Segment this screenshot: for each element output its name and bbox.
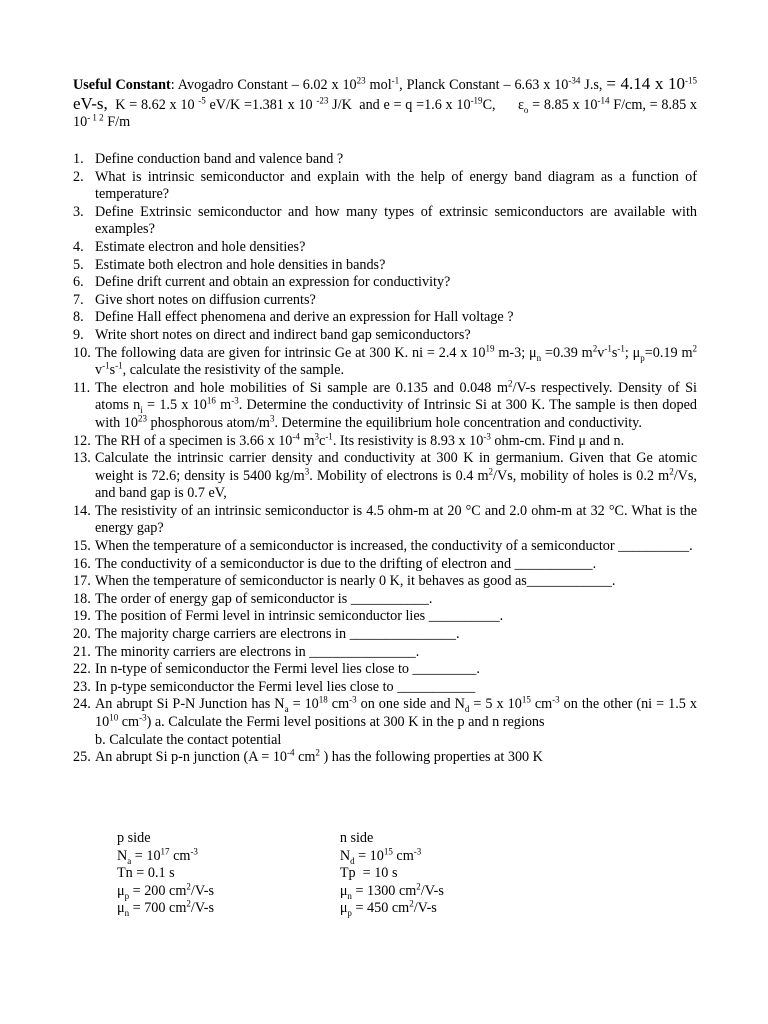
q-text: v bbox=[597, 344, 605, 361]
sup: 3 bbox=[314, 430, 319, 441]
sup: 2 bbox=[186, 881, 191, 892]
sup: 10 bbox=[109, 712, 119, 723]
sup: - 1 2 bbox=[87, 112, 104, 123]
sup: -1 bbox=[604, 342, 612, 353]
table-cell: Tn = 0.1 s bbox=[117, 865, 175, 882]
item-number: 14. bbox=[73, 502, 91, 519]
item-number: 12. bbox=[73, 432, 91, 449]
question-text: When the temperature of a semiconductor is increased, the conductivity of a semiconductor __________. bbox=[95, 538, 693, 555]
cell-text: = 10 bbox=[131, 847, 161, 864]
p-side-header: p side bbox=[117, 830, 151, 846]
list-item bbox=[73, 239, 697, 257]
sup: -3 bbox=[190, 845, 198, 856]
q-text: /Vs, mobility of holes is 0.2 m bbox=[493, 467, 670, 484]
cell-text: μ bbox=[339, 900, 348, 917]
sup: 2 bbox=[488, 465, 494, 476]
constants-text: J.s, bbox=[580, 77, 607, 93]
table-cell bbox=[117, 883, 340, 901]
list-item bbox=[73, 573, 697, 591]
question-text: Estimate both electron and hole densities in bands? bbox=[95, 256, 386, 273]
item-number: 1. bbox=[73, 151, 84, 167]
list-item bbox=[73, 661, 697, 679]
question-text bbox=[95, 696, 697, 731]
q-text: /Vs, and band gap is 0.7 eV, bbox=[95, 467, 697, 502]
cell-text: /V-s bbox=[190, 882, 215, 899]
q-text: ohm-cm. Find μ and n. bbox=[490, 432, 625, 449]
sup: 2 bbox=[416, 881, 421, 892]
constants-text: , Planck Constant – 6.63 x 10 bbox=[399, 77, 569, 93]
sup: -4 bbox=[292, 430, 300, 441]
sup: 2 bbox=[508, 377, 513, 388]
sup: -4 bbox=[287, 747, 295, 758]
sub: d bbox=[464, 704, 470, 715]
list-item bbox=[73, 608, 697, 626]
table-cell: Tp = 10 s bbox=[339, 865, 398, 882]
table-row bbox=[117, 830, 537, 848]
cell-text: = 700 cm bbox=[129, 900, 187, 917]
q-text: An abrupt Si p-n junction (A = 10 bbox=[95, 749, 288, 766]
list-item bbox=[73, 169, 697, 204]
question-text bbox=[95, 377, 697, 433]
constants-label: Useful Constant bbox=[73, 77, 171, 93]
useful-constants-paragraph bbox=[73, 75, 697, 132]
q-text: on the other (ni = 1.5 x 10 bbox=[95, 696, 697, 730]
sup: 15 bbox=[383, 845, 393, 856]
constants-text: : Avogadro Constant – 6.02 x 10 bbox=[170, 77, 357, 93]
question-text: In p-type semiconductor the Fermi level lies close to ___________ bbox=[95, 678, 476, 695]
sup: -3 bbox=[483, 430, 491, 441]
q-text: s bbox=[611, 344, 618, 361]
table-cell bbox=[117, 845, 340, 866]
sup: 2 bbox=[186, 898, 191, 909]
junction-properties-table bbox=[117, 830, 537, 918]
cell-text: = 10 bbox=[354, 847, 384, 864]
q-text: The RH of a specimen is 3.66 x 10 bbox=[95, 432, 293, 449]
sub: a bbox=[284, 704, 289, 715]
question-text: The position of Fermi level in intrinsic semiconductor lies __________. bbox=[95, 608, 504, 625]
item-number: 17. bbox=[73, 573, 91, 590]
item-number: 4. bbox=[73, 238, 84, 255]
q-text: , calculate the resistivity of the sample. bbox=[122, 362, 345, 379]
sub: a bbox=[127, 855, 132, 866]
sup: -3 bbox=[139, 712, 147, 723]
question-text bbox=[95, 749, 697, 767]
item-number: 10. bbox=[73, 344, 91, 361]
constants-text: F/m bbox=[103, 114, 131, 131]
q-text: =0.19 m bbox=[644, 344, 693, 361]
question-text: The resistivity of an intrinsic semiconductor is 4.5 ohm-m at 20 °C and 2.0 ohm-m at 32 °C. What is the energy gap? bbox=[95, 502, 697, 537]
q-text: cm bbox=[327, 696, 350, 713]
question-text: When the temperature of semiconductor is nearly 0 K, it behaves as good as____________. bbox=[95, 573, 616, 590]
list-item bbox=[73, 274, 697, 292]
sup: -1 bbox=[391, 75, 400, 86]
list-item bbox=[73, 257, 697, 275]
list-item bbox=[73, 377, 697, 433]
list-item bbox=[73, 679, 697, 697]
list-item bbox=[73, 450, 697, 503]
sup: -34 bbox=[568, 75, 581, 86]
list-item bbox=[73, 644, 697, 662]
q-text: ; μ bbox=[624, 344, 641, 361]
item-number: 21. bbox=[73, 643, 91, 660]
sub: o bbox=[523, 104, 529, 115]
list-item bbox=[73, 696, 697, 731]
sup: -1 bbox=[617, 342, 625, 353]
question-text: Define drift current and obtain an expression for conductivity? bbox=[95, 274, 451, 291]
cell-text: = 1300 cm bbox=[351, 882, 417, 899]
sub: p bbox=[640, 352, 645, 363]
constants-text: K = 8.62 x 10 bbox=[107, 96, 199, 113]
cell-text: /V-s bbox=[420, 882, 444, 899]
sup: -3 bbox=[413, 845, 422, 856]
cell-text: = 200 cm bbox=[129, 882, 187, 899]
list-item bbox=[73, 749, 697, 767]
cell-text: N bbox=[339, 847, 351, 864]
list-item bbox=[73, 430, 697, 451]
sup: 2 bbox=[669, 465, 674, 476]
question-list bbox=[73, 151, 697, 767]
question-text: In n-type of semiconductor the Fermi level lies close to _________. bbox=[95, 661, 480, 678]
sub: i bbox=[140, 405, 143, 416]
table-cell bbox=[340, 883, 537, 901]
sup: -1 bbox=[115, 360, 123, 371]
list-item bbox=[73, 292, 697, 310]
question-text: The order of energy gap of semiconductor is ___________. bbox=[95, 590, 433, 607]
cell-text: = 450 cm bbox=[351, 900, 410, 917]
q-text: . Its resistivity is 8.93 x 10 bbox=[332, 432, 484, 449]
q-text: m-3; μ bbox=[494, 344, 537, 361]
item-number: 15. bbox=[73, 538, 91, 555]
item-number: 20. bbox=[73, 626, 91, 643]
q-text: cm bbox=[530, 696, 553, 713]
question-text bbox=[95, 342, 697, 380]
q-text: phosphorous atom/m bbox=[146, 414, 270, 431]
sub: n bbox=[124, 908, 130, 919]
sup: -14 bbox=[597, 94, 610, 105]
sub: p bbox=[347, 908, 352, 919]
q-text: /V-s respectively. Density of Si atoms n bbox=[95, 379, 697, 414]
q-text: m bbox=[215, 397, 232, 414]
item-number: 25. bbox=[73, 749, 91, 766]
item-number: 23. bbox=[73, 678, 91, 695]
q-text: = 10 bbox=[288, 696, 319, 713]
sup: 2 bbox=[315, 747, 320, 758]
sup: 23 bbox=[356, 75, 366, 86]
q-text: v bbox=[95, 362, 103, 379]
cell-text: cm bbox=[392, 847, 414, 864]
sup: -15 bbox=[685, 75, 698, 86]
item-number: 24. bbox=[73, 696, 91, 713]
q-text: cm bbox=[294, 749, 316, 766]
cell-text: /V-s bbox=[190, 900, 215, 917]
list-item bbox=[73, 309, 697, 327]
q-text: . Determine the conductivity of Intrinsic Si at 300 K. The sample is then doped with 10 bbox=[95, 397, 697, 431]
cell-text: /V-s bbox=[413, 900, 437, 917]
cell-text: μ bbox=[117, 882, 125, 899]
item-number: 19. bbox=[73, 608, 91, 625]
item-number: 8. bbox=[73, 309, 84, 326]
cell-text: cm bbox=[169, 847, 191, 864]
sup: 23 bbox=[137, 413, 147, 424]
list-item bbox=[73, 591, 697, 609]
item-number: 16. bbox=[73, 555, 91, 572]
item-number: 9. bbox=[73, 326, 84, 343]
item-number: 2. bbox=[73, 168, 84, 185]
q-text: . Determine the equilibrium hole concentration and conductivity. bbox=[274, 414, 642, 431]
sub: d bbox=[350, 855, 355, 866]
sup: -3 bbox=[552, 694, 560, 705]
item-number: 18. bbox=[73, 590, 91, 607]
sup: 19 bbox=[485, 342, 495, 353]
constants-text-large: eV-s, bbox=[73, 93, 108, 113]
q-text: =0.39 m bbox=[541, 344, 593, 361]
table-cell bbox=[340, 900, 537, 918]
list-item bbox=[73, 503, 697, 538]
item-number: 22. bbox=[73, 661, 91, 678]
q-text: . Mobility of electrons is 0.4 m bbox=[309, 467, 489, 484]
table-cell bbox=[117, 900, 340, 918]
sup: -1 bbox=[102, 360, 110, 371]
question-text: Define Hall effect phenomena and derive an expression for Hall voltage ? bbox=[95, 309, 514, 326]
sup: 2 bbox=[592, 342, 598, 353]
item-number: 11. bbox=[73, 379, 91, 396]
list-item bbox=[73, 342, 697, 380]
cell-text: N bbox=[117, 847, 128, 864]
table-row bbox=[117, 883, 537, 901]
question-text bbox=[95, 430, 697, 451]
table-row bbox=[117, 865, 537, 883]
q-text: Calculate the intrinsic carrier density and conductivity at 300 K in germanium. Given that Ge atomic weight is 72.6; density is 5400 kg/m bbox=[95, 450, 697, 484]
q-text: An abrupt Si P-N Junction has N bbox=[95, 696, 285, 713]
cell-text: μ bbox=[117, 900, 125, 917]
item-number: 6. bbox=[73, 274, 84, 291]
sup: 15 bbox=[521, 694, 531, 705]
q-text: s bbox=[109, 362, 116, 379]
list-item bbox=[73, 204, 697, 239]
sup: 2 bbox=[692, 342, 697, 353]
constants-text: J/K and e = q =1.6 x 10 bbox=[328, 96, 471, 113]
table-row bbox=[117, 900, 537, 918]
question-text: The majority charge carriers are electrons in _______________. bbox=[95, 626, 460, 643]
constants-text: C, ε bbox=[482, 96, 524, 113]
list-item bbox=[73, 151, 697, 169]
q-text: The following data are given for intrinsic Ge at 300 K. ni = 2.4 x 10 bbox=[95, 344, 486, 361]
q-text: The electron and hole mobilities of Si sample are 0.135 and 0.048 m bbox=[95, 379, 509, 396]
sup: -3 bbox=[231, 395, 239, 406]
question-text: Estimate electron and hole densities? bbox=[95, 238, 306, 255]
q-text: ) has the following properties at 300 K bbox=[319, 749, 543, 766]
table-cell bbox=[339, 845, 537, 866]
item-number: 5. bbox=[73, 256, 84, 273]
q-text: = 5 x 10 bbox=[469, 696, 522, 713]
sup: 2 bbox=[409, 898, 414, 909]
q-text: on one side and N bbox=[356, 696, 465, 713]
cell-text: μ bbox=[339, 882, 348, 899]
question-text: Define conduction band and valence band ? bbox=[95, 151, 344, 167]
sup: 3 bbox=[269, 413, 275, 424]
constants-text: eV/K =1.381 x 10 bbox=[205, 96, 317, 113]
table-row bbox=[117, 845, 537, 866]
question-text bbox=[95, 450, 697, 503]
q-text: = 1.5 x 10 bbox=[142, 397, 207, 414]
list-item bbox=[73, 556, 697, 574]
n-side-header: n side bbox=[339, 830, 374, 846]
q-text: c bbox=[319, 432, 326, 449]
sup: 17 bbox=[160, 845, 170, 856]
q-text: m bbox=[299, 432, 315, 449]
question-text: Give short notes on diffusion currents? bbox=[95, 291, 316, 308]
sup: -5 bbox=[198, 94, 206, 105]
sup: 18 bbox=[318, 694, 328, 705]
sub: p bbox=[124, 890, 130, 901]
q-text: cm bbox=[118, 714, 140, 730]
list-item bbox=[73, 538, 697, 556]
sup: 16 bbox=[206, 395, 216, 406]
sup: 3 bbox=[304, 465, 310, 476]
q-text: ) a. Calculate the Fermi level positions at 300 K in the p and n regions bbox=[146, 714, 545, 730]
constants-text: mol bbox=[365, 77, 392, 93]
constants-text: = 8.85 x 10 bbox=[528, 96, 598, 113]
sup: -1 bbox=[325, 430, 333, 441]
sub: n bbox=[347, 890, 352, 901]
question-text: What is intrinsic semiconductor and explain with the help of energy band diagram as a function of temperature? bbox=[95, 168, 697, 203]
sup: -3 bbox=[349, 694, 357, 705]
constants-text: F/cm, = 8.85 x 10 bbox=[73, 96, 698, 131]
item-number: 7. bbox=[73, 291, 84, 308]
list-item bbox=[73, 626, 697, 644]
question-text: Define Extrinsic semiconductor and how many types of extrinsic semiconductors are available with examples? bbox=[95, 203, 697, 238]
constants-text-large: = 4.14 x 10 bbox=[606, 74, 686, 93]
item-number: 13. bbox=[73, 450, 91, 467]
sub: n bbox=[536, 352, 542, 363]
question-text: The minority carriers are electrons in _______________. bbox=[95, 643, 420, 660]
question-text: Write short notes on direct and indirect band gap semiconductors? bbox=[95, 326, 471, 343]
sup: -19 bbox=[470, 94, 483, 105]
sup: -23 bbox=[316, 94, 329, 105]
question-text: The conductivity of a semiconductor is due to the drifting of electron and ___________. bbox=[95, 555, 597, 572]
question-subpart: b. Calculate the contact potential bbox=[95, 731, 282, 748]
item-number: 3. bbox=[73, 203, 84, 220]
